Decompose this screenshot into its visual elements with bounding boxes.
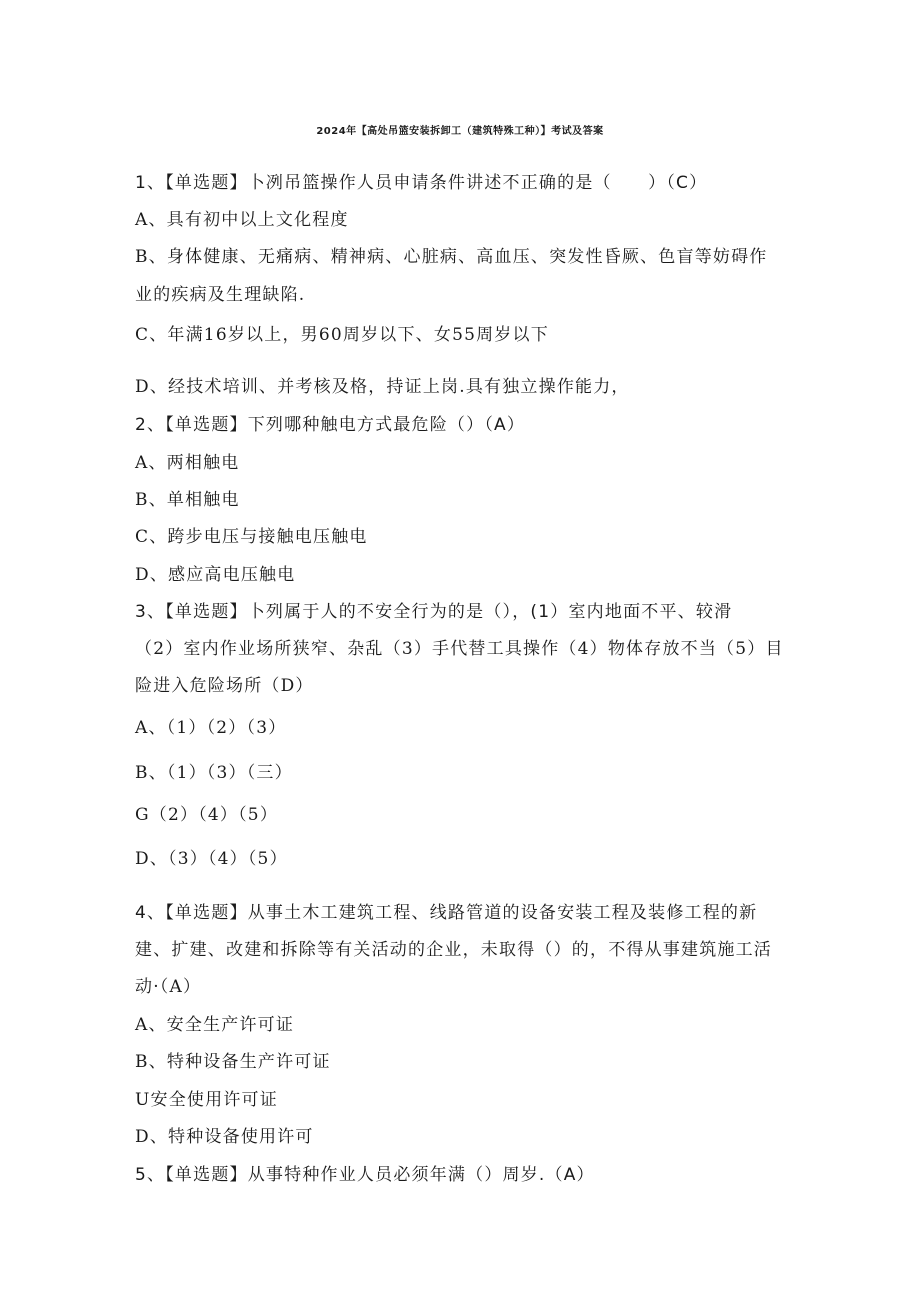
q2-option-c: C、跨步电压与接触电压触电: [135, 527, 368, 547]
q3-option-a: A、（1）（2）（3）: [135, 718, 287, 738]
q4-stem-cont1: 建、扩建、改建和拆除等有关活动的企业，未取得（）的，不得从事建筑施工活: [135, 940, 772, 960]
q1-stem: 1、【单选题】卜冽吊篮操作人员申请条件讲述不正确的是（ ）（C）: [135, 173, 708, 193]
q1-option-b-cont: 业的疾病及生理缺陷.: [135, 285, 306, 305]
q4-option-b: B、特种设备生产许可证: [135, 1052, 331, 1072]
q1-option-d: D、经技术培训、并考核及格，持证上岗.具有独立操作能力，: [135, 377, 630, 397]
q1-option-b: B、身体健康、无痛病、精神病、心脏病、高血压、突发性昏厥、色盲等妨碍作: [135, 247, 768, 267]
q3-stem-cont2: 险进入危险场所（D）: [135, 676, 314, 696]
q4-option-c: U安全使用许可证: [135, 1090, 278, 1110]
q1-option-a: A、具有初中以上文化程度: [135, 210, 349, 230]
q2-option-d: D、感应高电压触电: [135, 565, 296, 585]
q4-option-a: A、安全生产许可证: [135, 1015, 295, 1035]
q4-option-d: D、特种设备使用许可: [135, 1127, 314, 1147]
q3-option-c: G（2）（4）（5）: [135, 805, 279, 825]
q2-stem: 2、【单选题】下列哪种触电方式最危险（）（A）: [135, 415, 526, 435]
q1-option-c: C、年满16岁以上，男60周岁以下、女55周岁以下: [135, 325, 549, 345]
q3-stem-cont1: （2）室内作业场所狭窄、杂乱（3）手代替工具操作（4）物体存放不当（5）目: [135, 639, 784, 659]
q3-stem: 3、【单选题】卜列属于人的不安全行为的是（），(1）室内地面不平、较滑: [135, 602, 733, 622]
q2-option-b: B、单相触电: [135, 490, 240, 510]
document-title: 2024年【高处吊篮安装拆卸工（建筑特殊工种）】考试及答案: [316, 126, 604, 137]
q5-stem: 5、【单选题】从事特种作业人员必须年满（）周岁.（A）: [135, 1165, 595, 1185]
q2-option-a: A、两相触电: [135, 453, 240, 473]
q4-stem-cont2: 动·（A）: [135, 977, 202, 997]
q3-option-d: D、（3）（4）（5）: [135, 849, 288, 869]
q3-option-b: B、（1）（3）（三）: [135, 763, 293, 783]
q4-stem: 4、【单选题】从事土木工建筑工程、线路管道的设备安装工程及装修工程的新: [135, 903, 758, 923]
